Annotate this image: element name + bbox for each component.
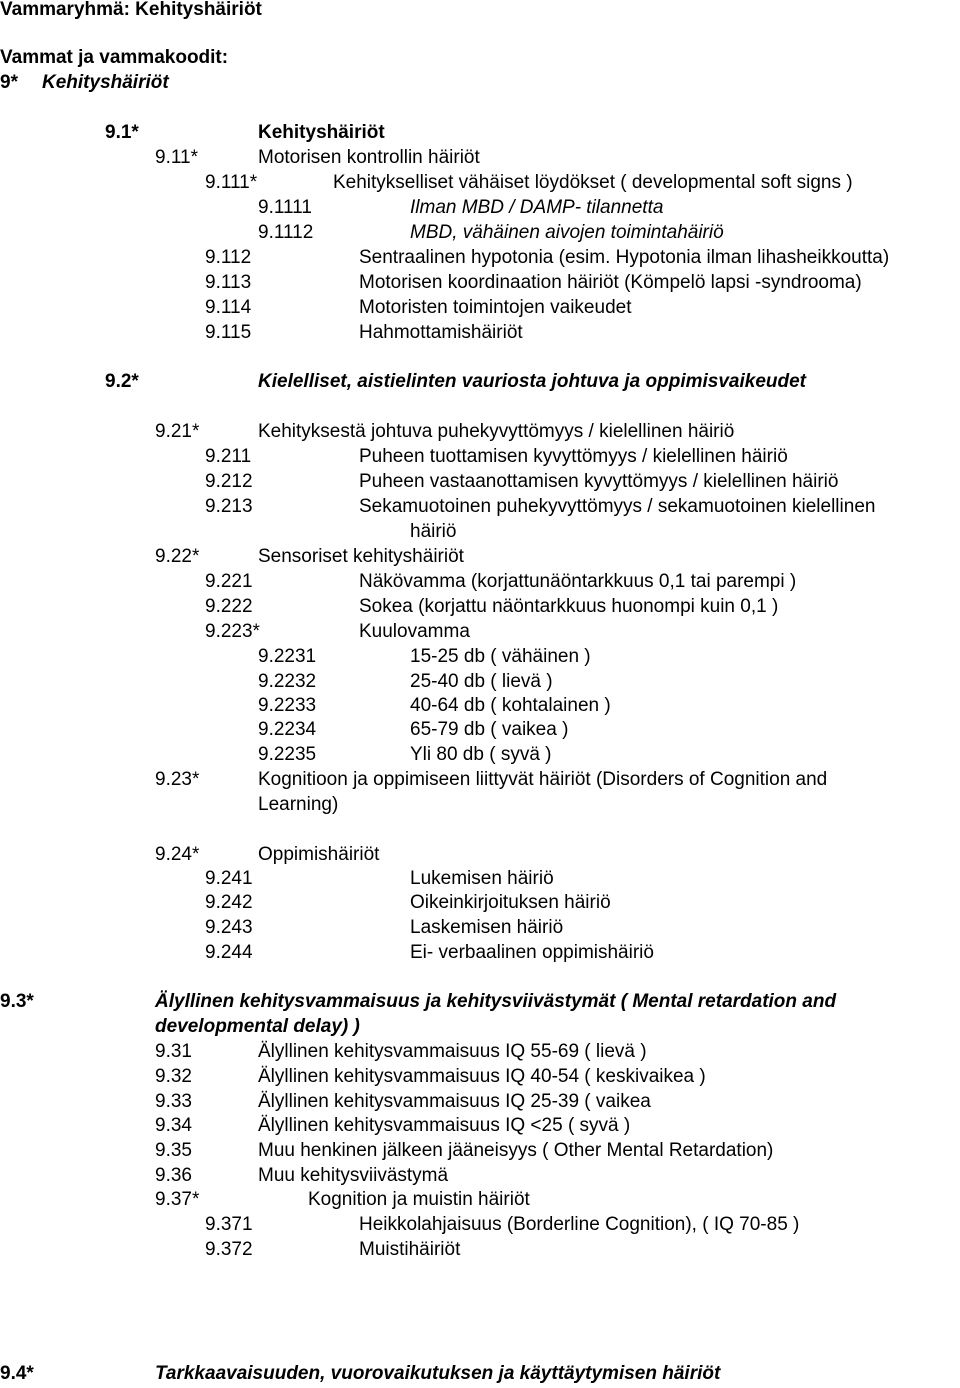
item-code: 9.223* (205, 621, 260, 642)
item-label: Sensoriset kehityshäiriöt (258, 546, 464, 567)
item-code: 9.33 (155, 1091, 192, 1112)
item-label: Hahmottamishäiriöt (359, 322, 523, 343)
item-label: Muu henkinen jälkeen jääneisyys ( Other Mental Retardation) (258, 1140, 774, 1161)
item-label: 25-40 db ( lievä ) (410, 671, 553, 692)
item-label: Älyllinen kehitysvammaisuus IQ 55-69 ( lievä ) (258, 1041, 647, 1062)
item-code: 9.243 (205, 917, 253, 938)
item-label-continued: Learning) (258, 794, 339, 815)
item-label: Sekamuotoinen puhekyvyttömyys / sekamuotoinen kielellinen (359, 496, 876, 517)
section-label: Älyllinen kehitysvammaisuus ja kehitysviivästymät ( Mental retardation and (155, 991, 837, 1012)
item-label: Näkövamma (korjattunäöntarkkuus 0,1 tai parempi ) (359, 571, 797, 592)
item-code: 9.112 (205, 247, 252, 268)
codes-title: Vammat ja vammakoodit: (0, 47, 229, 68)
item-label: Älyllinen kehitysvammaisuus IQ 40-54 ( keskivaikea ) (258, 1066, 706, 1087)
item-code: 9.21* (155, 421, 200, 442)
item-label: Älyllinen kehitysvammaisuus IQ <25 ( syvä ) (258, 1115, 631, 1136)
item-code: 9.113 (205, 272, 252, 293)
item-code: 9.372 (205, 1239, 253, 1260)
item-label: Oppimishäiriöt (258, 844, 380, 865)
item-label: Muistihäiriöt (359, 1239, 461, 1260)
item-label: Ei- verbaalinen oppimishäiriö (410, 942, 654, 963)
item-label: Kuulovamma (359, 621, 470, 642)
item-code: 9.2233 (258, 695, 317, 716)
item-code: 9.212 (205, 471, 253, 492)
section-code: 9.1* (105, 122, 139, 143)
item-label: Sokea (korjattu näöntarkkuus huonompi kuin 0,1 ) (359, 596, 779, 617)
item-code: 9.35 (155, 1140, 192, 1161)
item-code: 9.11* (155, 147, 198, 168)
item-label: Ilman MBD / DAMP- tilannetta (410, 197, 664, 218)
item-label: 40-64 db ( kohtalainen ) (410, 695, 611, 716)
item-code: 9.241 (205, 868, 253, 889)
section-code: 9.4* (0, 1363, 34, 1384)
item-label: Laskemisen häiriö (410, 917, 564, 938)
item-code: 9.114 (205, 297, 252, 318)
item-code: 9.244 (205, 942, 253, 963)
section-label: Kielelliset, aistielinten vauriosta johtuva ja oppimisvaikeudet (258, 371, 807, 392)
item-code: 9.2231 (258, 646, 317, 667)
item-code: 9.111* (205, 172, 258, 193)
item-label: Puheen vastaanottamisen kyvyttömyys / kielellinen häiriö (359, 471, 839, 492)
item-label: Kognition ja muistin häiriöt (308, 1189, 530, 1210)
item-label: Kehityksestä johtuva puhekyvyttömyys / kielellinen häiriö (258, 421, 735, 442)
item-code: 9.32 (155, 1066, 192, 1087)
item-code: 9.34 (155, 1115, 192, 1136)
item-label-continued: häiriö (410, 521, 457, 542)
item-code: 9.1111 (258, 197, 312, 218)
item-label: Kehitykselliset vähäiset löydökset ( developmental soft signs ) (333, 172, 853, 193)
item-code: 9.211 (205, 446, 252, 467)
item-label: Muu kehitysviivästymä (258, 1165, 449, 1186)
section-label: Kehityshäiriöt (258, 122, 385, 143)
group-title: Vammaryhmä: Kehityshäiriöt (0, 0, 262, 20)
item-code: 9.222 (205, 596, 253, 617)
item-label: Motorisen koordinaation häiriöt (Kömpelö lapsi -syndrooma) (359, 272, 862, 293)
item-code: 9.37* (155, 1189, 200, 1210)
item-label: Heikkolahjaisuus (Borderline Cognition), ( IQ 70-85 ) (359, 1214, 800, 1235)
section-code: 9.3* (0, 991, 34, 1012)
item-code: 9.23* (155, 769, 200, 790)
item-code: 9.242 (205, 892, 253, 913)
item-code: 9.2232 (258, 671, 317, 692)
item-label: Motoristen toimintojen vaikeudet (359, 297, 632, 318)
item-code: 9.24* (155, 844, 200, 865)
section-label: Tarkkaavaisuuden, vuorovaikutuksen ja käyttäytymisen häiriöt (155, 1363, 721, 1384)
item-label: MBD, vähäinen aivojen toimintahäiriö (410, 222, 724, 243)
item-label: Oikeinkirjoituksen häiriö (410, 892, 611, 913)
item-code: 9.36 (155, 1165, 192, 1186)
top-label: Kehityshäiriöt (42, 72, 169, 93)
item-label: Älyllinen kehitysvammaisuus IQ 25-39 ( vaikea (258, 1091, 651, 1112)
item-code: 9.1112 (258, 222, 314, 243)
item-code: 9.371 (205, 1214, 253, 1235)
item-label: 15-25 db ( vähäinen ) (410, 646, 591, 667)
item-code: 9.22* (155, 546, 200, 567)
item-code: 9.221 (205, 571, 253, 592)
top-code: 9* (0, 72, 18, 93)
item-code: 9.2235 (258, 744, 317, 765)
section-code: 9.2* (105, 371, 139, 392)
item-label: Yli 80 db ( syvä ) (410, 744, 552, 765)
item-label: Motorisen kontrollin häiriöt (258, 147, 480, 168)
item-code: 9.2234 (258, 719, 317, 740)
item-label: 65-79 db ( vaikea ) (410, 719, 569, 740)
item-label: Sentraalinen hypotonia (esim. Hypotonia ilman lihasheikkoutta) (359, 247, 890, 268)
item-code: 9.213 (205, 496, 253, 517)
section-label-continued: developmental delay) ) (155, 1016, 360, 1037)
item-label: Kognitioon ja oppimiseen liittyvät häiriöt (Disorders of Cognition and (258, 769, 828, 790)
item-code: 9.31 (155, 1041, 192, 1062)
item-label: Lukemisen häiriö (410, 868, 554, 889)
item-code: 9.115 (205, 322, 252, 343)
item-label: Puheen tuottamisen kyvyttömyys / kielellinen häiriö (359, 446, 788, 467)
